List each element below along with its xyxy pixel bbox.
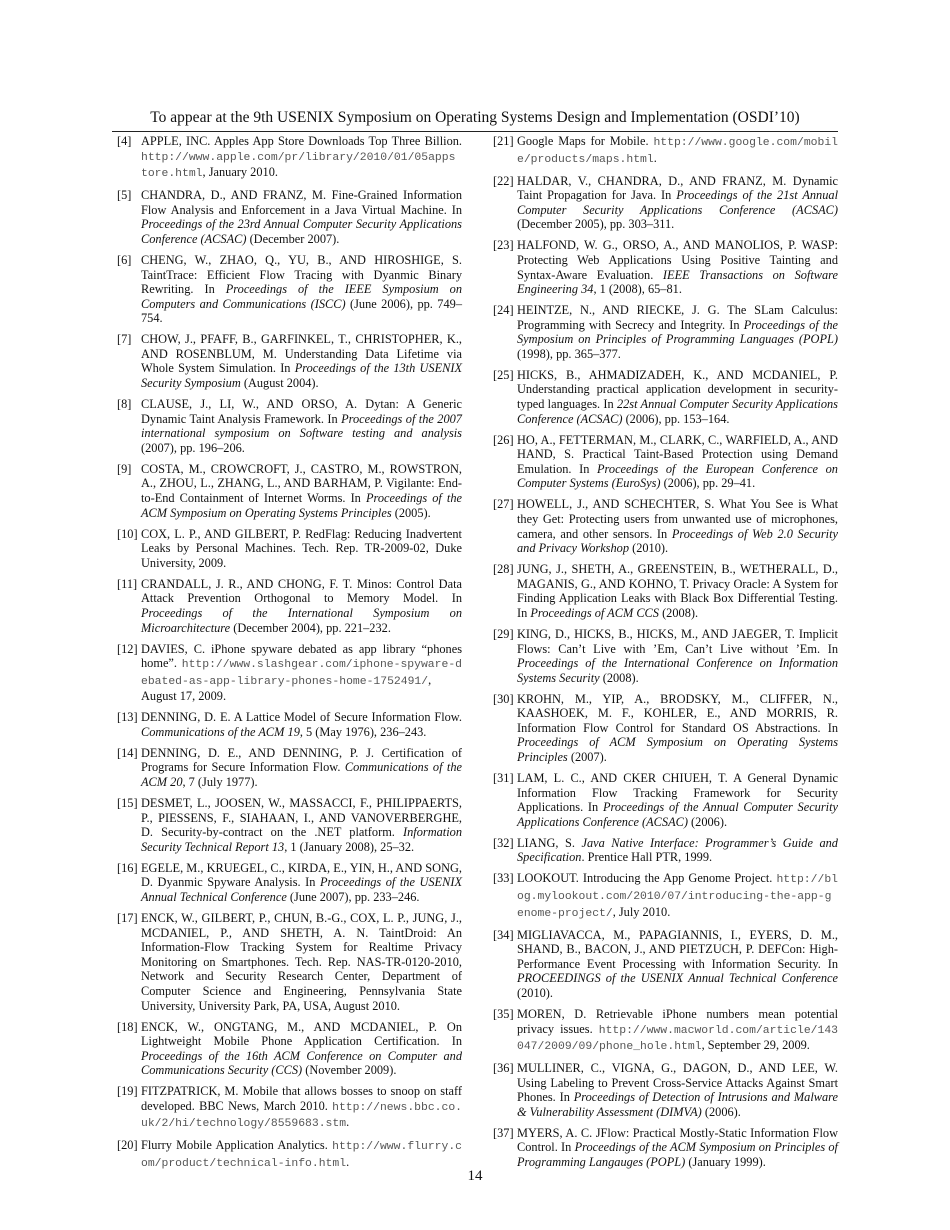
reference-entry: [488, 1007, 838, 1055]
reference-entry: [488, 627, 838, 685]
reference-text: [141, 527, 462, 570]
reference-number: [27]: [493, 497, 514, 512]
reference-text: [517, 134, 838, 165]
reference-details: , 5 (May 1976), 236–243.: [299, 724, 427, 739]
reference-url-link[interactable]: http://news.bbc.co.uk/2/hi/technology/8559683.stm: [141, 1101, 462, 1131]
reference-entry: [488, 928, 838, 1001]
reference-text: [141, 911, 462, 1013]
reference-venue: Proceedings of the 21st Annual Computer Security Applications Conference (ACSAC): [517, 188, 838, 217]
reference-number: [17]: [117, 910, 138, 925]
page-number: 14: [467, 1168, 483, 1184]
reference-number: [33]: [493, 871, 514, 886]
reference-url-link[interactable]: http://www.google.com/mobile/products/maps.html: [517, 137, 838, 166]
reference-number: [37]: [493, 1125, 514, 1140]
reference-authors-title: KING, D., HICKS, B., HICKS, M., AND JAEGER, T. Implicit Flows: Can’t Live with ’Em, Can’t Live without ’Em. In: [517, 626, 838, 656]
reference-number: [18]: [117, 1019, 138, 1034]
reference-number: [11]: [117, 576, 138, 591]
reference-text: [141, 1084, 462, 1129]
references-right-column: [488, 134, 838, 1176]
reference-text: [141, 642, 462, 704]
reference-number: [10]: [117, 526, 138, 541]
reference-text: [517, 771, 838, 829]
reference-entry: [112, 527, 462, 571]
reference-number: [19]: [117, 1084, 138, 1099]
reference-authors-title: HALDAR, V., CHANDRA, D., AND FRANZ, M. Dynamic Taint Propagation for Java. In: [517, 173, 838, 203]
reference-authors-title: LAM, L. C., AND CKER CHIUEH, T. A General Dynamic Information Flow Tracking Framework for Security Applications. In: [517, 771, 838, 815]
reference-authors-title: DENNING, D. E. A Lattice Model of Secure Information Flow.: [141, 710, 462, 725]
reference-entry: [488, 771, 838, 829]
reference-venue: IEEE Transactions on Software Engineering 34: [517, 267, 838, 297]
reference-authors-title: CHENG, W., ZHAO, Q., YU, B., AND HIROSHIGE, S. TaintTrace: Efficient Flow Tracing with Dyanmic Binary Rewriting. In: [141, 252, 462, 297]
reference-details: (December 2005), pp. 303–311.: [517, 217, 675, 232]
reference-text: [141, 462, 462, 520]
reference-text: [517, 238, 838, 296]
reference-authors-title: APPLE, INC. Apples App Store Downloads Top Three Billion.: [141, 134, 462, 148]
reference-text: [141, 1138, 462, 1169]
reference-entry: [112, 397, 462, 455]
reference-entry: [112, 577, 462, 635]
reference-authors-title: MIGLIAVACCA, M., PAPAGIANNIS, I., EYERS, D. M., SHAND, B., BACON, J., AND PIETZUCH, P. DEFCon: High-Performance Event Processing with Information Security. In: [517, 927, 838, 971]
reference-authors-title: COX, L. P., AND GILBERT, P. RedFlag: Reducing Inadvertent Leaks by Personal Machines. Tech. Rep. TR-2009-02, Duke University, 2009.: [141, 526, 462, 570]
reference-entry: [488, 871, 838, 921]
reference-venue: 22st Annual Computer Security Applications Conference (ACSAC): [517, 397, 838, 426]
reference-entry: [112, 861, 462, 905]
reference-details: , August 17, 2009.: [141, 672, 432, 704]
reference-entry: [488, 836, 838, 865]
reference-venue: Proceedings of the ACM Symposium on Principles of Programming Langauges (POPL): [517, 1140, 838, 1170]
reference-entry: [488, 692, 838, 765]
reference-number: [4]: [117, 134, 132, 148]
reference-authors-title: LIANG, S.: [517, 835, 575, 850]
reference-number: [8]: [117, 397, 132, 412]
reference-venue: Information Security Technical Report 13: [141, 825, 462, 854]
reference-venue: Proceedings of the 13th USENIX Security Symposium: [141, 361, 462, 391]
reference-text: [517, 1061, 838, 1119]
reference-details: (January 1999).: [688, 1155, 766, 1170]
reference-text: [517, 627, 838, 685]
reference-details: .: [346, 1155, 350, 1170]
reference-venue: Proceedings of Web 2.0 Security and Privacy Workshop: [517, 526, 838, 556]
reference-number: [26]: [493, 432, 514, 447]
reference-venue: Proceedings of ACM Symposium on Operating Systems Principles: [517, 735, 838, 765]
reference-details: (June 2006), pp. 749–754.: [141, 296, 462, 326]
reference-venue: PROCEEDINGS of the USENIX Annual Technical Conference: [517, 971, 838, 986]
reference-details: (1998), pp. 365–377.: [517, 346, 621, 361]
reference-details: (2010).: [517, 985, 553, 1000]
reference-venue: Proceedings of the International Symposium on Microarchitecture: [141, 605, 462, 635]
reference-number: [25]: [493, 367, 514, 382]
reference-entry: [112, 253, 462, 326]
header-rule: [112, 131, 838, 132]
reference-authors-title: DENNING, D. E., AND DENNING, P. J. Certification of Programs for Secure Information Flow.: [141, 745, 462, 775]
reference-text: [517, 303, 838, 361]
reference-entry: [488, 134, 838, 167]
reference-text: [141, 796, 462, 854]
reference-entry: [112, 462, 462, 520]
reference-number: [9]: [117, 461, 132, 476]
reference-text: [517, 497, 838, 555]
reference-entry: [488, 1126, 838, 1170]
reference-number: [23]: [493, 238, 514, 253]
reference-authors-title: COSTA, M., CROWCROFT, J., CASTRO, M., ROWSTRON, A., ZHOU, L., ZHANG, L., AND BARHAM, P. Vigilante: End-to-End Containment of Internet Worms. In: [141, 461, 462, 506]
reference-text: [517, 1126, 838, 1169]
reference-authors-title: DAVIES, C. iPhone spyware debated as app library “phones home”.: [141, 641, 462, 671]
reference-number: [13]: [117, 710, 138, 725]
reference-details: . Prentice Hall PTR, 1999.: [581, 850, 713, 865]
reference-number: [29]: [493, 626, 514, 641]
reference-number: [15]: [117, 796, 138, 811]
reference-entry: [112, 642, 462, 704]
reference-number: [16]: [117, 860, 138, 875]
reference-details: (2008).: [602, 670, 639, 685]
reference-text: [141, 861, 462, 904]
reference-url-link[interactable]: http://blog.mylookout.com/2010/07/introducing-the-app-genome-project/: [517, 874, 838, 920]
references-left-column: [112, 134, 462, 1178]
reference-authors-title: DESMET, L., JOOSEN, W., MASSACCI, F., PHILIPPAERTS, P., PIESSENS, F., SIAHAAN, I., AND VANOVERBERGHE, D. Security-by-contract on the .NET platform.: [141, 796, 462, 840]
reference-entry: [112, 1020, 462, 1078]
reference-details: (June 2007), pp. 233–246.: [289, 890, 420, 904]
reference-text: [517, 836, 838, 865]
reference-venue: Proceedings of the International Conference on Information Systems Security: [517, 656, 838, 685]
reference-authors-title: ENCK, W., ONGTANG, M., AND MCDANIEL, P. On Lightweight Mobile Phone Application Certification. In: [141, 1019, 462, 1049]
reference-venue: Proceedings of the European Conference on Computer Systems (EuroSys): [517, 461, 838, 491]
reference-details: (2007).: [570, 750, 607, 765]
reference-entry: [112, 1084, 462, 1132]
reference-authors-title: CHOW, J., PFAFF, B., GARFINKEL, T., CHRISTOPHER, K., AND ROSENBLUM, M. Understanding Data Lifetime via Whole System Simulation. In: [141, 332, 462, 376]
reference-authors-title: MYERS, A. C. JFlow: Practical Mostly-Static Information Flow Control. In: [517, 1125, 838, 1155]
reference-text: [141, 1020, 462, 1078]
reference-authors-title: CLAUSE, J., LI, W., AND ORSO, A. Dytan: A Generic Dynamic Taint Analysis Framework. In: [141, 397, 462, 426]
reference-details: (2010).: [632, 541, 669, 556]
reference-authors-title: EGELE, M., KRUEGEL, C., KIRDA, E., YIN, H., AND SONG, D. Dyanmic Spyware Analysis. In: [141, 860, 462, 890]
reference-text: [141, 746, 462, 789]
reference-details: , 1 (January 2008), 25–32.: [284, 839, 415, 854]
reference-details: , September 29, 2009.: [701, 1038, 810, 1053]
reference-entry: [112, 746, 462, 790]
reference-authors-title: HOWELL, J., AND SCHECHTER, S. What You See is What they Get: Protecting users from unwanted use of microphones, camera, and other sensors. In: [517, 497, 838, 541]
reference-number: [24]: [493, 303, 514, 318]
reference-url-link[interactable]: http://www.macworld.com/article/143047/2009/09/phone_hole.html: [517, 1024, 838, 1054]
reference-details: .: [346, 1115, 350, 1130]
reference-venue: Proceedings of the Annual Computer Security Applications Conference (ACSAC): [517, 800, 838, 829]
reference-authors-title: CRANDALL, J. R., AND CHONG, F. T. Minos: Control Data Attack Prevention Orthogonal to Memory Model. In: [141, 576, 462, 606]
reference-entry: [112, 332, 462, 390]
reference-venue: Proceedings of the 23rd Annual Computer Security Applications Conference (ACSAC): [141, 217, 462, 246]
reference-venue: Proceedings of ACM CCS: [530, 605, 659, 620]
reference-details: (2005).: [394, 505, 431, 520]
reference-text: [141, 397, 462, 455]
reference-text: [517, 433, 838, 491]
reference-venue: Proceedings of the ACM Symposium on Operating Systems Principles: [141, 491, 462, 520]
reference-details: (August 2004).: [243, 376, 319, 391]
reference-authors-title: HEINTZE, N., AND RIECKE, J. G. The SLam Calculus: Programming with Secrecy and Integrity. In: [517, 303, 838, 332]
reference-number: [32]: [493, 835, 514, 850]
reference-authors-title: MOREN, D. Retrievable iPhone numbers mean potential privacy issues.: [517, 1006, 838, 1036]
reference-number: [28]: [493, 562, 514, 577]
reference-number: [22]: [493, 173, 514, 188]
reference-venue: Proceedings of the USENIX Annual Technical Conference: [141, 875, 462, 904]
reference-number: [6]: [117, 252, 132, 267]
reference-authors-title: Google Maps for Mobile.: [517, 134, 649, 148]
reference-venue: Communications of the ACM 19: [141, 724, 300, 739]
reference-number: [30]: [493, 691, 514, 706]
reference-venue: Proceedings of the 2007 international symposium on Software testing and analysis: [141, 411, 462, 441]
reference-authors-title: LOOKOUT. Introducing the App Genome Project.: [517, 871, 773, 886]
reference-venue: Java Native Interface: Programmer’s Guide and Specification: [517, 835, 838, 865]
reference-url-link[interactable]: http://www.slashgear.com/iphone-spyware-debated-as-app-library-phones-home-1752491/: [141, 659, 462, 688]
reference-authors-title: MULLINER, C., VIGNA, G., DAGON, D., AND LEE, W. Using Labeling to Prevent Cross-Service Attacks Against Smart Phones. In: [517, 1061, 838, 1105]
reference-details: (December 2004), pp. 221–232.: [233, 620, 391, 635]
reference-venue: Proceedings of the Symposium on Principles of Programming Languages (POPL): [517, 317, 838, 347]
reference-venue: Communications of the ACM 20: [141, 760, 462, 790]
reference-authors-title: CHANDRA, D., AND FRANZ, M. Fine-Grained Information Flow Analysis and Enforcement in a Java Virtual Machine. In: [141, 188, 462, 217]
reference-text: [517, 174, 838, 232]
reference-details: , January 2010.: [202, 165, 278, 180]
reference-number: [34]: [493, 927, 514, 942]
reference-text: [141, 134, 462, 179]
reference-entry: [112, 1138, 462, 1171]
reference-authors-title: HO, A., FETTERMAN, M., CLARK, C., WARFIELD, A., AND HAND, S. Practical Taint-Based Protection using Demand Emulation. In: [517, 432, 838, 476]
reference-entry: [488, 433, 838, 491]
reference-entry: [112, 796, 462, 854]
reference-entry: [488, 303, 838, 361]
reference-authors-title: HALFOND, W. G., ORSO, A., AND MANOLIOS, P. WASP: Protecting Web Applications Using Positive Tainting and Syntax-Aware Evaluation.: [517, 238, 838, 282]
reference-authors-title: HICKS, B., AHMADIZADEH, K., AND MCDANIEL, P. Understanding practical application development in security-typed languages. In: [517, 367, 838, 412]
reference-entry: [112, 911, 462, 1013]
reference-authors-title: ENCK, W., GILBERT, P., CHUN, B.-G., COX, L. P., JUNG, J., MCDANIEL, P., AND SHETH, A. N. TaintDroid: An Information-Flow Tracking System for Realtime Privacy Monitoring on Smartphones. Tech. Rep. NAS-TR-0120-2010, Network and Security Research Center, Department of Computer Science and Engineering, Pennsylvania State University, University Park, PA, USA, August 2010.: [141, 910, 462, 1013]
reference-number: [35]: [493, 1006, 514, 1021]
reference-number: [5]: [117, 188, 132, 203]
reference-authors-title: Flurry Mobile Application Analytics.: [141, 1138, 328, 1153]
reference-details: (2008).: [662, 605, 699, 620]
reference-entry: [488, 1061, 838, 1119]
reference-authors-title: JUNG, J., SHETH, A., GREENSTEIN, B., WETHERALL, D., MAGANIS, G., AND KOHNO, T. Privacy Oracle: A System for Finding Application Leaks with Black Box Differential Testing. In: [517, 562, 838, 620]
reference-text: [141, 577, 462, 635]
reference-details: , July 2010.: [612, 904, 671, 919]
reference-text: [517, 1007, 838, 1052]
reference-details: (November 2009).: [305, 1063, 397, 1078]
reference-entry: [488, 238, 838, 296]
reference-text: [517, 692, 838, 764]
reference-details: (2007), pp. 196–206.: [141, 440, 245, 455]
reference-entry: [488, 562, 838, 620]
reference-url-link[interactable]: http://www.flurry.com/product/technical-info.html: [141, 1141, 462, 1171]
reference-number: [31]: [493, 771, 514, 786]
reference-entry: [488, 174, 838, 232]
reference-venue: Proceedings of the 16th ACM Conference on Computer and Communications Security (CCS): [141, 1048, 462, 1078]
reference-text: [141, 710, 462, 739]
reference-text: [517, 368, 838, 426]
reference-text: [141, 188, 462, 246]
reference-number: [20]: [117, 1138, 138, 1153]
reference-number: [14]: [117, 745, 138, 760]
reference-authors-title: KROHN, M., YIP, A., BRODSKY, M., CLIFFER, N., KAASHOEK, M. F., KOHLER, E., AND MORRIS, R. Information Flow Control for Standard OS Abstractions. In: [517, 691, 838, 735]
reference-entry: [112, 188, 462, 246]
reference-venue: Proceedings of the IEEE Symposium on Computers and Communications (ISCC): [141, 282, 463, 311]
reference-text: [517, 562, 838, 620]
reference-details: (2006), pp. 29–41.: [663, 476, 756, 491]
reference-text: [517, 928, 838, 1000]
reference-text: [141, 332, 462, 390]
reference-text: [141, 253, 462, 325]
reference-number: [12]: [117, 641, 138, 656]
reference-entry: [488, 368, 838, 426]
reference-number: [21]: [493, 134, 514, 148]
running-header: To appear at the 9th USENIX Symposium on Operating Systems Design and Implementation (OSDI’10): [150, 109, 800, 126]
reference-authors-title: FITZPATRICK, M. Mobile that allows bosses to snoop on staff developed. BBC News, March 2010.: [141, 1084, 462, 1113]
reference-details: (2006).: [691, 814, 728, 829]
reference-details: .: [653, 150, 657, 165]
reference-url-link[interactable]: http://www.apple.com/pr/library/2010/01/05appstore.html: [141, 151, 456, 181]
reference-details: (2006), pp. 153–164.: [625, 411, 730, 426]
reference-text: [517, 871, 838, 918]
reference-details: , 1 (2008), 65–81.: [593, 282, 682, 297]
reference-number: [36]: [493, 1061, 514, 1076]
reference-number: [7]: [117, 332, 132, 347]
reference-entry: [112, 134, 462, 182]
reference-details: (December 2007).: [249, 231, 340, 246]
reference-details: , 7 (July 1977).: [182, 775, 258, 790]
reference-venue: Proceedings of Detection of Intrusions and Malware & Vulnerability Assessment (DIMVA): [517, 1090, 838, 1119]
reference-details: (2006).: [704, 1104, 741, 1119]
reference-entry: [112, 710, 462, 739]
reference-entry: [488, 497, 838, 555]
